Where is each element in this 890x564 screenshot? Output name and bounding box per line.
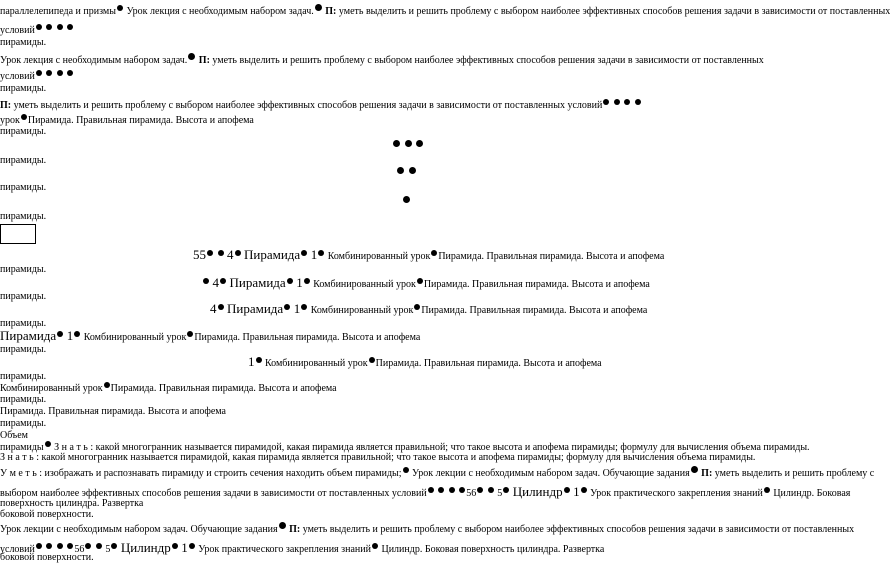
text-fragment: 1 xyxy=(66,328,74,343)
text-line xyxy=(248,356,602,370)
text-fragment: П: xyxy=(289,524,301,535)
text-fragment: уметь выделить и решить проблему с выбором наиболее эффективных способов решения задачи в зависимости от поставленных xyxy=(302,524,855,535)
bullet-icon xyxy=(315,4,322,11)
bullet-icon xyxy=(235,250,241,256)
text-line xyxy=(193,249,664,263)
bullet-icon xyxy=(417,278,423,284)
text-line: пирамиды. xyxy=(0,394,47,405)
bullet-icon xyxy=(287,278,293,284)
text-line xyxy=(0,382,337,395)
text-fragment: Комбинированный урок xyxy=(310,305,414,316)
text-line xyxy=(0,99,642,112)
text-fragment: условий xyxy=(0,544,35,555)
text-fragment: Пирамида xyxy=(0,328,57,343)
text-line: пирамиды. xyxy=(0,291,47,302)
dot-group xyxy=(396,167,417,181)
text-fragment: уметь выделить и решить проблему с xyxy=(714,468,875,479)
text-line: пирамиды. xyxy=(0,418,47,429)
text-line xyxy=(0,4,890,18)
bullet-icon xyxy=(403,196,410,203)
text-fragment: 1 xyxy=(573,484,580,499)
text-fragment: урок xyxy=(0,115,20,126)
bullet-icon xyxy=(304,278,310,284)
bullet-icon xyxy=(438,487,444,493)
text-fragment: Цилиндр. Боковая xyxy=(773,488,851,499)
bullet-icon xyxy=(256,357,262,363)
text-fragment: Цилиндр xyxy=(512,484,563,499)
text-fragment: Урок практического закрепления знаний xyxy=(590,488,763,499)
text-fragment: Пирамида. Правильная пирамида. Высота и апофема xyxy=(110,383,337,394)
text-fragment: Урок лекции с необходимым набором задач. Обучающие задания xyxy=(0,524,278,535)
bullet-icon xyxy=(46,543,52,549)
bullet-icon xyxy=(428,487,434,493)
text-fragment: П: xyxy=(198,55,210,66)
dot-group xyxy=(392,140,424,154)
bullet-icon xyxy=(614,99,620,105)
text-fragment: Пирамида. Правильная пирамида. Высота и апофема xyxy=(194,332,421,343)
bullet-icon xyxy=(67,24,73,30)
text-line: пирамиды. xyxy=(0,318,47,329)
bullet-icon xyxy=(459,487,465,493)
text-fragment: пирамиды xyxy=(0,442,44,453)
text-fragment: Урок лекция с необходимым набором задач. xyxy=(0,55,188,66)
text-line xyxy=(0,466,874,480)
text-fragment: параллелепипеда и призмы xyxy=(0,6,116,17)
empty-cell-box xyxy=(0,224,36,244)
bullet-icon xyxy=(318,250,324,256)
bullet-icon xyxy=(172,543,178,549)
bullet-icon xyxy=(279,522,286,529)
bullet-icon xyxy=(635,99,641,105)
bullet-icon xyxy=(393,140,400,147)
bullet-icon xyxy=(624,99,630,105)
text-fragment: Комбинированный урок xyxy=(313,279,416,290)
bullet-icon xyxy=(74,331,80,337)
bullet-icon xyxy=(301,250,307,256)
bullet-icon xyxy=(36,70,42,76)
bullet-icon xyxy=(409,167,416,174)
text-line xyxy=(210,303,647,317)
text-fragment: Урок практического закрепления знаний xyxy=(198,544,371,555)
bullet-icon xyxy=(416,140,423,147)
text-fragment: условий xyxy=(0,25,35,36)
text-fragment: 4 xyxy=(212,275,219,290)
text-fragment: 55 xyxy=(193,247,206,262)
bullet-icon xyxy=(57,543,63,549)
bullet-icon xyxy=(57,331,63,337)
bullet-icon xyxy=(369,357,375,363)
text-line: пирамиды. xyxy=(0,155,47,166)
text-fragment: 5 xyxy=(105,544,111,555)
bullet-icon xyxy=(117,5,123,11)
text-fragment: З н а т ь : какой многогранник называется пирамидой, какая пирамида является правильной; что такое высота и апофема пирамиды; формулу для вычисления объема пирамиды. xyxy=(54,442,810,453)
text-fragment: уметь выделить и решить проблему с выбором наиболее эффективных способов решения задачи в зависимости от поставленных условий xyxy=(13,100,603,111)
text-fragment: У м е т ь : изображать и распознавать пирамиду и строить сечения находить объем пирамиды; xyxy=(0,468,402,479)
bullet-icon xyxy=(405,140,412,147)
bullet-icon xyxy=(477,487,483,493)
text-fragment: Пирамида. Правильная пирамида. Высота и апофема xyxy=(27,115,254,126)
bullet-icon xyxy=(187,331,193,337)
bullet-icon xyxy=(111,543,117,549)
text-line: пирамиды. xyxy=(0,37,47,48)
bullet-icon xyxy=(220,278,226,284)
text-fragment: 4 xyxy=(210,301,217,316)
text-fragment: Пирамида. Правильная пирамида. Высота и апофема xyxy=(423,279,650,290)
text-line xyxy=(202,277,650,291)
bullet-icon xyxy=(207,250,213,256)
bullet-icon xyxy=(189,543,195,549)
bullet-icon xyxy=(57,70,63,76)
bullet-icon xyxy=(403,467,409,473)
text-line: Пирамида. Правильная пирамида. Высота и апофема xyxy=(0,406,226,417)
dot-group xyxy=(402,196,411,210)
bullet-icon xyxy=(301,304,307,310)
text-fragment: Урок лекции с необходимым набором задач. Обучающие задания xyxy=(412,468,690,479)
text-line: пирамиды. xyxy=(0,211,47,222)
text-line: пирамиды. xyxy=(0,371,47,382)
bullet-icon xyxy=(36,543,42,549)
text-fragment: Пирамида xyxy=(229,275,286,290)
text-line: пирамиды. xyxy=(0,83,47,94)
text-fragment: выбором наиболее эффективных способов решения задачи в зависимости от поставленных условий xyxy=(0,488,427,499)
text-line xyxy=(0,330,420,344)
text-fragment: Урок лекция с необходимым набором задач. xyxy=(126,6,314,17)
bullet-icon xyxy=(581,487,587,493)
text-fragment: уметь выделить и решить проблему с выбором наиболее эффективных способов решения задачи в зависимости от поставленных xyxy=(212,55,764,66)
text-fragment: 56 xyxy=(466,488,477,499)
text-fragment: 56 xyxy=(74,544,85,555)
text-line: пирамиды. xyxy=(0,344,47,355)
text-fragment: Цилиндр. Боковая поверхность цилиндра. Развертка xyxy=(381,544,605,555)
bullet-icon xyxy=(45,441,51,447)
bullet-icon xyxy=(218,250,224,256)
text-fragment: 5 xyxy=(497,488,503,499)
text-line: пирамиды. xyxy=(0,264,47,275)
text-fragment: Комбинированный урок xyxy=(327,251,431,262)
text-line: Объем xyxy=(0,430,28,441)
text-fragment: 4 xyxy=(227,247,234,262)
text-fragment: 1 xyxy=(181,540,188,555)
text-fragment: Пирамида. Правильная пирамида. Высота и апофема xyxy=(375,358,602,369)
bullet-icon xyxy=(218,304,224,310)
text-fragment: П: xyxy=(0,100,12,111)
bullet-icon xyxy=(188,53,195,60)
bullet-icon xyxy=(414,304,420,310)
bullet-icon xyxy=(564,487,570,493)
bullet-icon xyxy=(691,466,698,473)
bullet-icon xyxy=(603,99,609,105)
bullet-icon xyxy=(67,543,73,549)
text-fragment: 1 xyxy=(296,275,303,290)
bullet-icon xyxy=(284,304,290,310)
text-line: боковой поверхности. xyxy=(0,552,94,563)
bullet-icon xyxy=(57,24,63,30)
bullet-icon xyxy=(36,24,42,30)
bullet-icon xyxy=(85,543,91,549)
bullet-icon xyxy=(104,382,110,388)
text-fragment: 1 xyxy=(310,247,318,262)
text-fragment: Комбинированный урок xyxy=(0,383,103,394)
bullet-icon xyxy=(96,543,102,549)
text-line: З н а т ь : какой многогранник называется пирамидой, какая пирамида является правильной; что такое высота и апофема пирамиды; формулу для вычисления объема пирамиды. xyxy=(0,452,756,463)
text-fragment: 1 xyxy=(248,354,255,369)
text-line xyxy=(0,70,74,83)
text-fragment: Цилиндр xyxy=(120,540,171,555)
bullet-icon xyxy=(431,250,437,256)
bullet-icon xyxy=(203,278,209,284)
text-line xyxy=(0,522,854,536)
text-fragment: Пирамида. Правильная пирамида. Высота и апофема xyxy=(438,251,665,262)
bullet-icon xyxy=(397,167,404,174)
text-line: поверхность цилиндра. Развертка xyxy=(0,498,144,509)
text-fragment: Комбинированный урок xyxy=(265,358,368,369)
text-fragment: Пирамида xyxy=(227,301,284,316)
text-fragment: П: xyxy=(701,468,713,479)
text-fragment: Пирамида. Правильная пирамида. Высота и апофема xyxy=(421,305,648,316)
bullet-icon xyxy=(764,487,770,493)
bullet-icon xyxy=(488,487,494,493)
bullet-icon xyxy=(372,543,378,549)
text-fragment: уметь выделить и решить проблему с выбором наиболее эффективных способов решения задачи в зависимости от поставленных xyxy=(338,6,890,17)
bullet-icon xyxy=(503,487,509,493)
bullet-icon xyxy=(21,114,27,120)
bullet-icon xyxy=(46,70,52,76)
text-fragment: 1 xyxy=(293,301,301,316)
bullet-icon xyxy=(67,70,73,76)
text-line: боковой поверхности. xyxy=(0,509,94,520)
bullet-icon xyxy=(449,487,455,493)
bullet-icon xyxy=(46,24,52,30)
text-fragment: П: xyxy=(325,6,337,17)
text-line xyxy=(0,53,764,67)
text-fragment: Пирамида xyxy=(244,247,301,262)
text-fragment: Комбинированный урок xyxy=(83,332,187,343)
text-line: пирамиды. xyxy=(0,182,47,193)
text-fragment: условий xyxy=(0,71,35,82)
text-line: пирамиды. xyxy=(0,126,47,137)
text-line xyxy=(0,24,74,37)
